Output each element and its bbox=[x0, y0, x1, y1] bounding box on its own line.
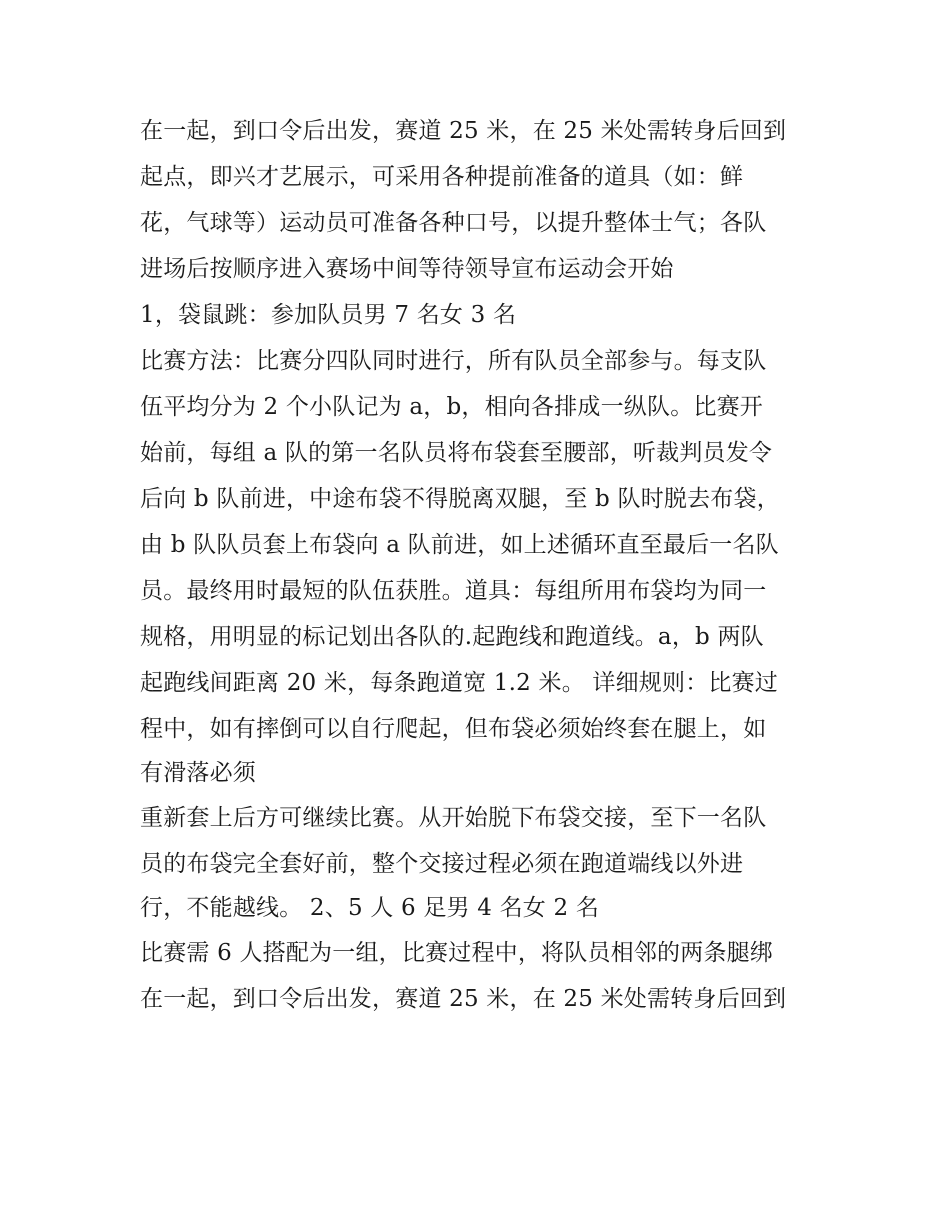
text-line: 有滑落必须 bbox=[140, 760, 256, 786]
section-heading: 1，袋鼠跳：参加队员男 7 名女 3 名 bbox=[140, 302, 517, 328]
text-line: 重新套上后方可继续比赛。从开始脱下布袋交接，至下一名队 bbox=[140, 805, 767, 831]
text-line: 伍平均分为 2 个小队记为 a，b，相向各排成一纵队。比赛开 bbox=[140, 394, 764, 420]
text-line: 起点，即兴才艺展示，可采用各种提前准备的道具（如：鲜 bbox=[140, 164, 744, 190]
text-line: 由 b 队队员套上布袋向 a 队前进，如上述循环直至最后一名队 bbox=[140, 532, 779, 558]
text-line: 员的布袋完全套好前，整个交接过程必须在跑道端线以外进 bbox=[140, 851, 744, 877]
text-line: 始前，每组 a 队的第一名队员将布袋套至腰部，听裁判员发令 bbox=[140, 440, 773, 466]
text-line: 进场后按顺序进入赛场中间等待领导宣布运动会开始 bbox=[140, 256, 674, 282]
text-line: 花，气球等）运动员可准备各种口号，以提升整体士气；各队 bbox=[140, 210, 767, 236]
text-line: 比赛需 6 人搭配为一组，比赛过程中，将队员相邻的两条腿绑 bbox=[140, 940, 774, 966]
text-line: 行，不能越线。 2、5 人 6 足男 4 名女 2 名 bbox=[140, 895, 600, 921]
text-line: 在一起，到口令后出发，赛道 25 米，在 25 米处需转身后回到 bbox=[140, 986, 787, 1012]
text-line: 程中，如有摔倒可以自行爬起，但布袋必须始终套在腿上，如 bbox=[140, 716, 767, 742]
document-body bbox=[140, 108, 830, 1022]
text-line: 员。最终用时最短的队伍获胜。道具：每组所用布袋均为同一 bbox=[140, 578, 767, 604]
text-line: 起跑线间距离 20 米，每条跑道宽 1.2 米。 详细规则：比赛过 bbox=[140, 670, 778, 696]
text-line: 比赛方法：比赛分四队同时进行，所有队员全部参与。每支队 bbox=[140, 348, 767, 374]
text-line: 规格，用明显的标记划出各队的.起跑线和跑道线。a，b 两队 bbox=[140, 624, 764, 650]
text-line: 在一起，到口令后出发，赛道 25 米，在 25 米处需转身后回到 bbox=[140, 118, 787, 144]
text-line: 后向 b 队前进，中途布袋不得脱离双腿，至 b 队时脱去布袋， bbox=[140, 486, 780, 512]
